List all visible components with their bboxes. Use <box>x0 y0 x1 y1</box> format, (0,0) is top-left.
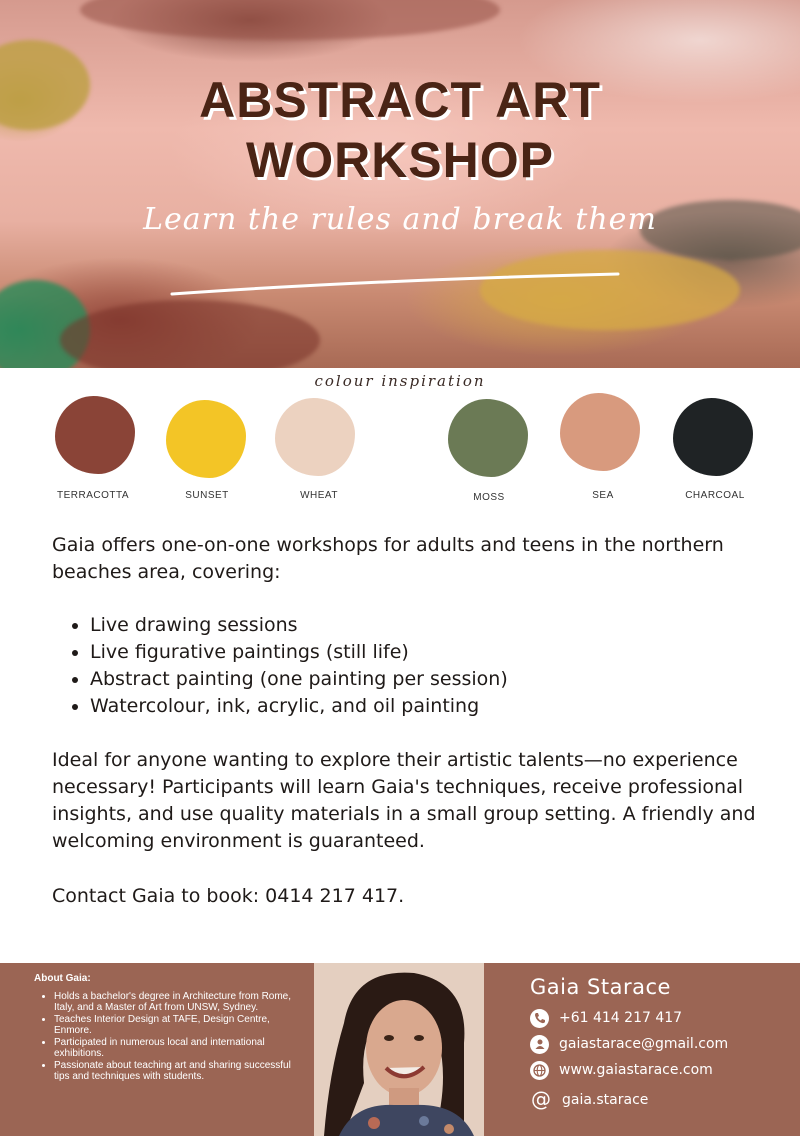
social-handle: gaia.starace <box>562 1092 649 1108</box>
hero-title-line1: ABSTRACT ART <box>199 72 601 128</box>
ideal-paragraph: Ideal for anyone wanting to explore their artistic talents—no experience necessary! Participants will learn Gaia's techniques, receive professional insights, and use quality materials in a small group setting. A friendly and welcoming environment is guaranteed. <box>52 749 756 852</box>
list-item: • Participated in numerous local and international exhibitions. <box>54 1037 304 1059</box>
about-list <box>36 991 304 1083</box>
swatch-sea <box>560 393 640 471</box>
globe-icon <box>530 1061 549 1080</box>
offerings-list <box>70 612 508 720</box>
swatch-label: SUNSET <box>185 490 229 501</box>
portrait-photo <box>314 963 484 1136</box>
email-address: gaiastarace@gmail.com <box>559 1036 729 1052</box>
swatch-sunset <box>166 400 246 478</box>
website-link: www.gaiastarace.com <box>559 1062 713 1078</box>
list-item: • Watercolour, ink, acrylic, and oil painting <box>90 693 508 720</box>
hero-title-line2: WORKSHOP <box>246 132 554 188</box>
paint-stroke <box>80 0 500 40</box>
contact-line: Contact Gaia to book: 0414 217 417. <box>52 885 405 907</box>
swatch-terracotta <box>55 396 135 474</box>
hero-tagline: Learn the rules and break them <box>143 202 657 237</box>
footer <box>0 963 800 1136</box>
list-item: • Passionate about teaching art and sharing successful tips and techniques with students. <box>54 1060 304 1082</box>
intro-paragraph: Gaia offers one-on-one workshops for adults and teens in the northern beaches area, covering: <box>52 534 724 583</box>
user-icon <box>530 1035 549 1054</box>
email-row[interactable] <box>530 1033 728 1055</box>
phone-row[interactable] <box>530 1007 682 1029</box>
phone-icon <box>530 1009 549 1028</box>
swatch-label: MOSS <box>473 492 505 503</box>
hero-underline <box>170 270 620 300</box>
svg-text:@: @ <box>531 1089 551 1111</box>
swatch-charcoal <box>673 398 753 476</box>
at-icon <box>530 1089 552 1111</box>
swatch-label: SEA <box>592 490 614 501</box>
website-row[interactable] <box>530 1059 713 1081</box>
list-item: • Live figurative paintings (still life) <box>90 639 508 666</box>
swatch-label: TERRACOTTA <box>56 490 130 501</box>
swatch-wheat <box>275 398 355 476</box>
swatch-label: WHEAT <box>300 490 338 501</box>
palette-heading: colour inspiration <box>314 372 486 390</box>
social-row[interactable] <box>530 1089 648 1111</box>
about-title: About Gaia: <box>34 973 91 984</box>
list-item: • Holds a bachelor's degree in Architecture from Rome, Italy, and a Master of Art from UNSW, Sydney. <box>54 991 304 1013</box>
swatch-moss <box>448 399 528 477</box>
list-item: • Abstract painting (one painting per session) <box>90 666 508 693</box>
list-item: • Live drawing sessions <box>90 612 508 639</box>
contact-name: Gaia Starace <box>530 975 671 999</box>
phone-number: +61 414 217 417 <box>559 1010 683 1026</box>
swatch-label: CHARCOAL <box>685 490 745 501</box>
list-item: • Teaches Interior Design at TAFE, Design Centre, Enmore. <box>54 1014 304 1036</box>
hero-banner <box>0 0 800 368</box>
paint-stroke <box>60 300 320 368</box>
